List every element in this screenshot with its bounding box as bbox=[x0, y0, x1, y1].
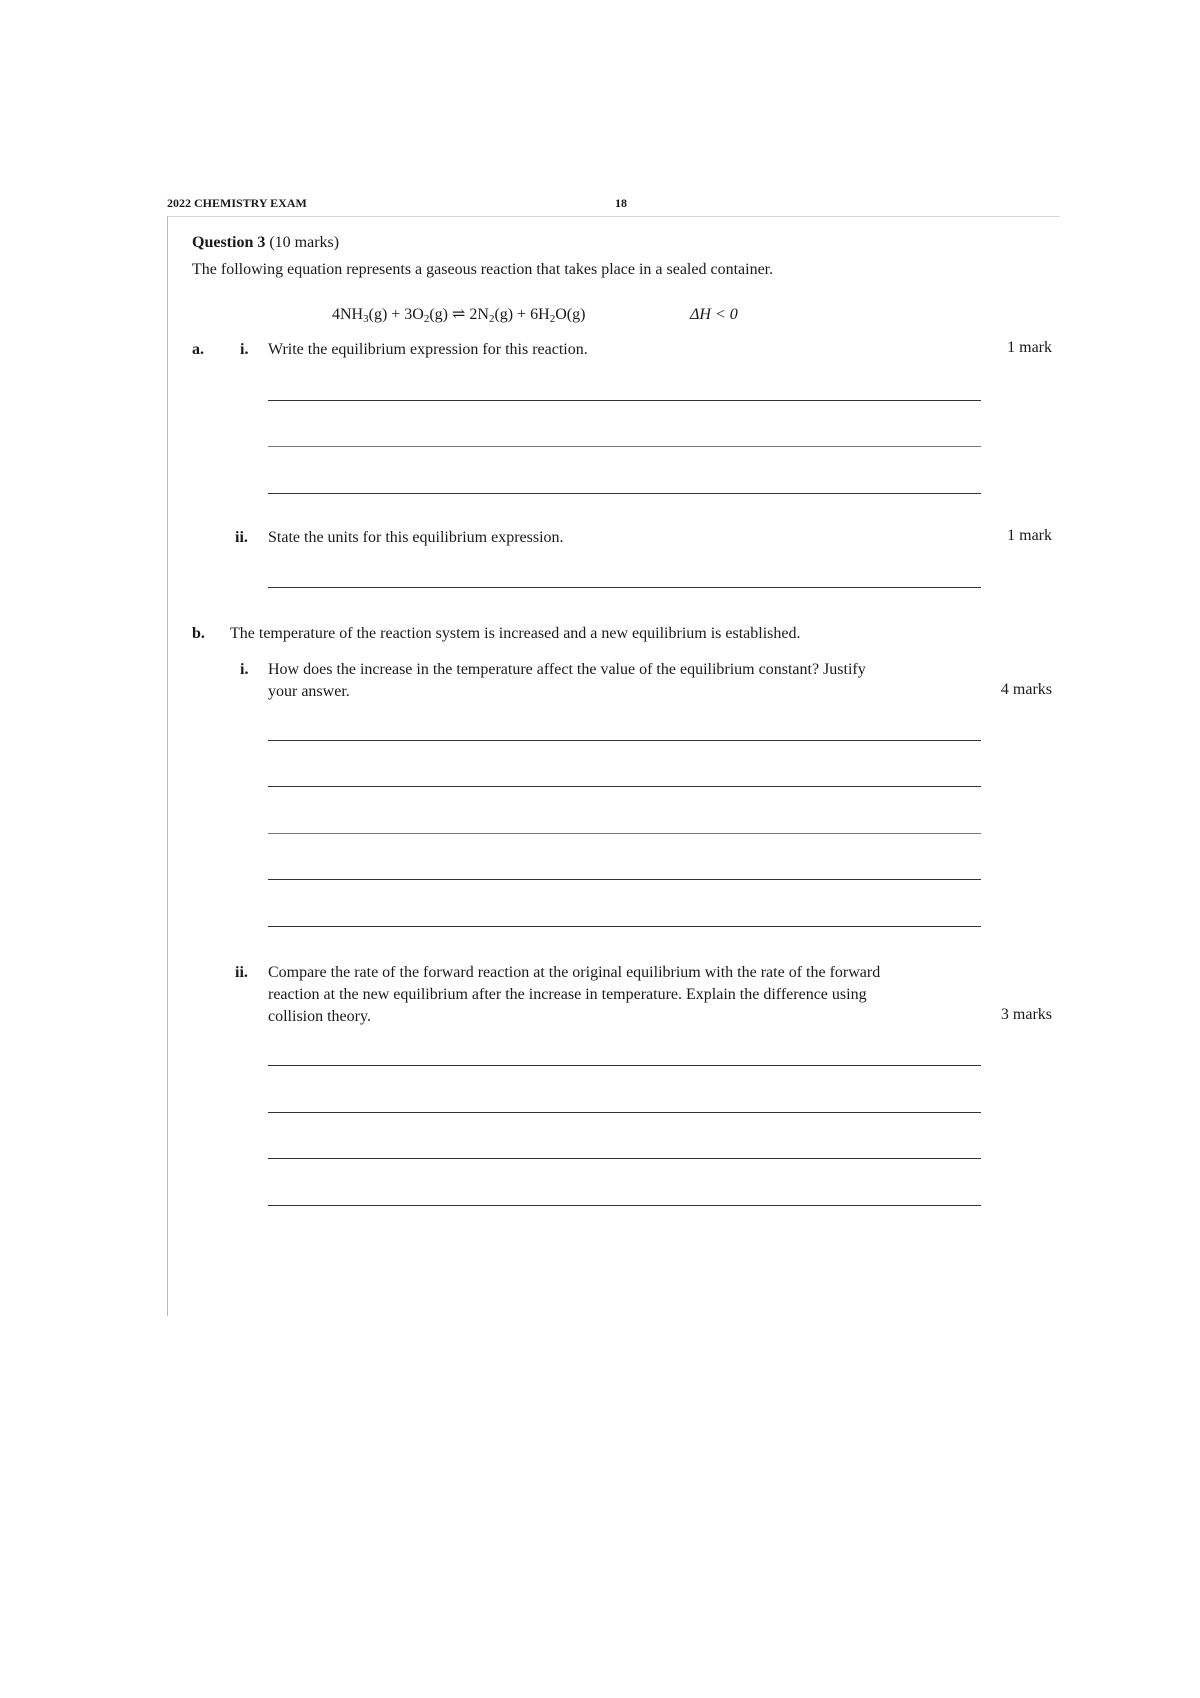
answer-line[interactable] bbox=[268, 879, 981, 880]
part-a-label: a. bbox=[192, 341, 204, 358]
answer-line[interactable] bbox=[268, 1158, 981, 1159]
answer-line[interactable] bbox=[268, 740, 981, 741]
part-b-ii-prompt-line2: reaction at the new equilibrium after the increase in temperature. Explain the difference using bbox=[268, 986, 867, 1003]
question-marks: (10 marks) bbox=[269, 234, 340, 251]
answer-line[interactable] bbox=[268, 786, 981, 787]
answer-line[interactable] bbox=[268, 1065, 981, 1066]
answer-line[interactable] bbox=[268, 833, 981, 834]
part-a-ii-prompt: State the units for this equilibrium expression. bbox=[268, 529, 564, 546]
answer-line[interactable] bbox=[268, 1205, 981, 1206]
answer-line[interactable] bbox=[268, 400, 981, 401]
part-b-i-label: i. bbox=[240, 661, 249, 678]
part-a-i-marks: 1 mark bbox=[1007, 339, 1052, 356]
question-heading bbox=[192, 232, 339, 254]
eq-term: (g) + 6H bbox=[494, 306, 550, 323]
eq-subscript: 2 bbox=[549, 313, 556, 325]
answer-line[interactable] bbox=[268, 587, 981, 588]
part-a-i-prompt: Write the equilibrium expression for this reaction. bbox=[268, 341, 588, 358]
part-b-i-marks: 4 marks bbox=[1000, 681, 1052, 698]
eq-term: 4NH bbox=[332, 306, 364, 323]
part-b-ii-prompt-line1: Compare the rate of the forward reaction at the original equilibrium with the rate of the forward bbox=[268, 964, 881, 981]
question-intro: The following equation represents a gaseous reaction that takes place in a sealed container. bbox=[192, 261, 774, 278]
part-b-ii-marks: 3 marks bbox=[1000, 1006, 1052, 1023]
part-a-ii-label: ii. bbox=[235, 529, 248, 546]
part-b-label: b. bbox=[192, 625, 205, 642]
answer-line[interactable] bbox=[268, 1112, 981, 1113]
part-b-i-prompt-line1: How does the increase in the temperature affect the value of the equilibrium constant? Justify bbox=[268, 661, 866, 678]
part-a-ii-marks: 1 mark bbox=[1007, 527, 1052, 544]
enthalpy-change: ΔH < 0 bbox=[690, 306, 738, 323]
exam-title: 2022 CHEMISTRY EXAM bbox=[167, 196, 307, 210]
eq-subscript: 3 bbox=[363, 313, 369, 325]
part-b-ii-label: ii. bbox=[235, 964, 248, 981]
eq-term: O(g) bbox=[555, 306, 586, 323]
eq-subscript: 2 bbox=[423, 313, 430, 325]
margin-rule bbox=[167, 216, 168, 1316]
answer-line[interactable] bbox=[268, 446, 981, 447]
chemical-equation bbox=[332, 304, 585, 326]
eq-term: (g) ⇌ 2N bbox=[429, 306, 489, 323]
eq-term: (g) + 3O bbox=[368, 306, 424, 323]
page-number: 18 bbox=[615, 196, 627, 210]
part-b-ii-prompt-line3: collision theory. bbox=[268, 1008, 371, 1025]
answer-line[interactable] bbox=[268, 926, 981, 927]
answer-line[interactable] bbox=[268, 493, 981, 494]
question-title: Question 3 bbox=[192, 234, 266, 251]
eq-subscript: 2 bbox=[488, 313, 495, 325]
part-b-stem: The temperature of the reaction system is increased and a new equilibrium is established. bbox=[230, 625, 801, 642]
part-a-i-label: i. bbox=[240, 341, 249, 358]
page-header bbox=[167, 196, 1060, 217]
part-b-i-prompt-line2: your answer. bbox=[268, 683, 350, 700]
